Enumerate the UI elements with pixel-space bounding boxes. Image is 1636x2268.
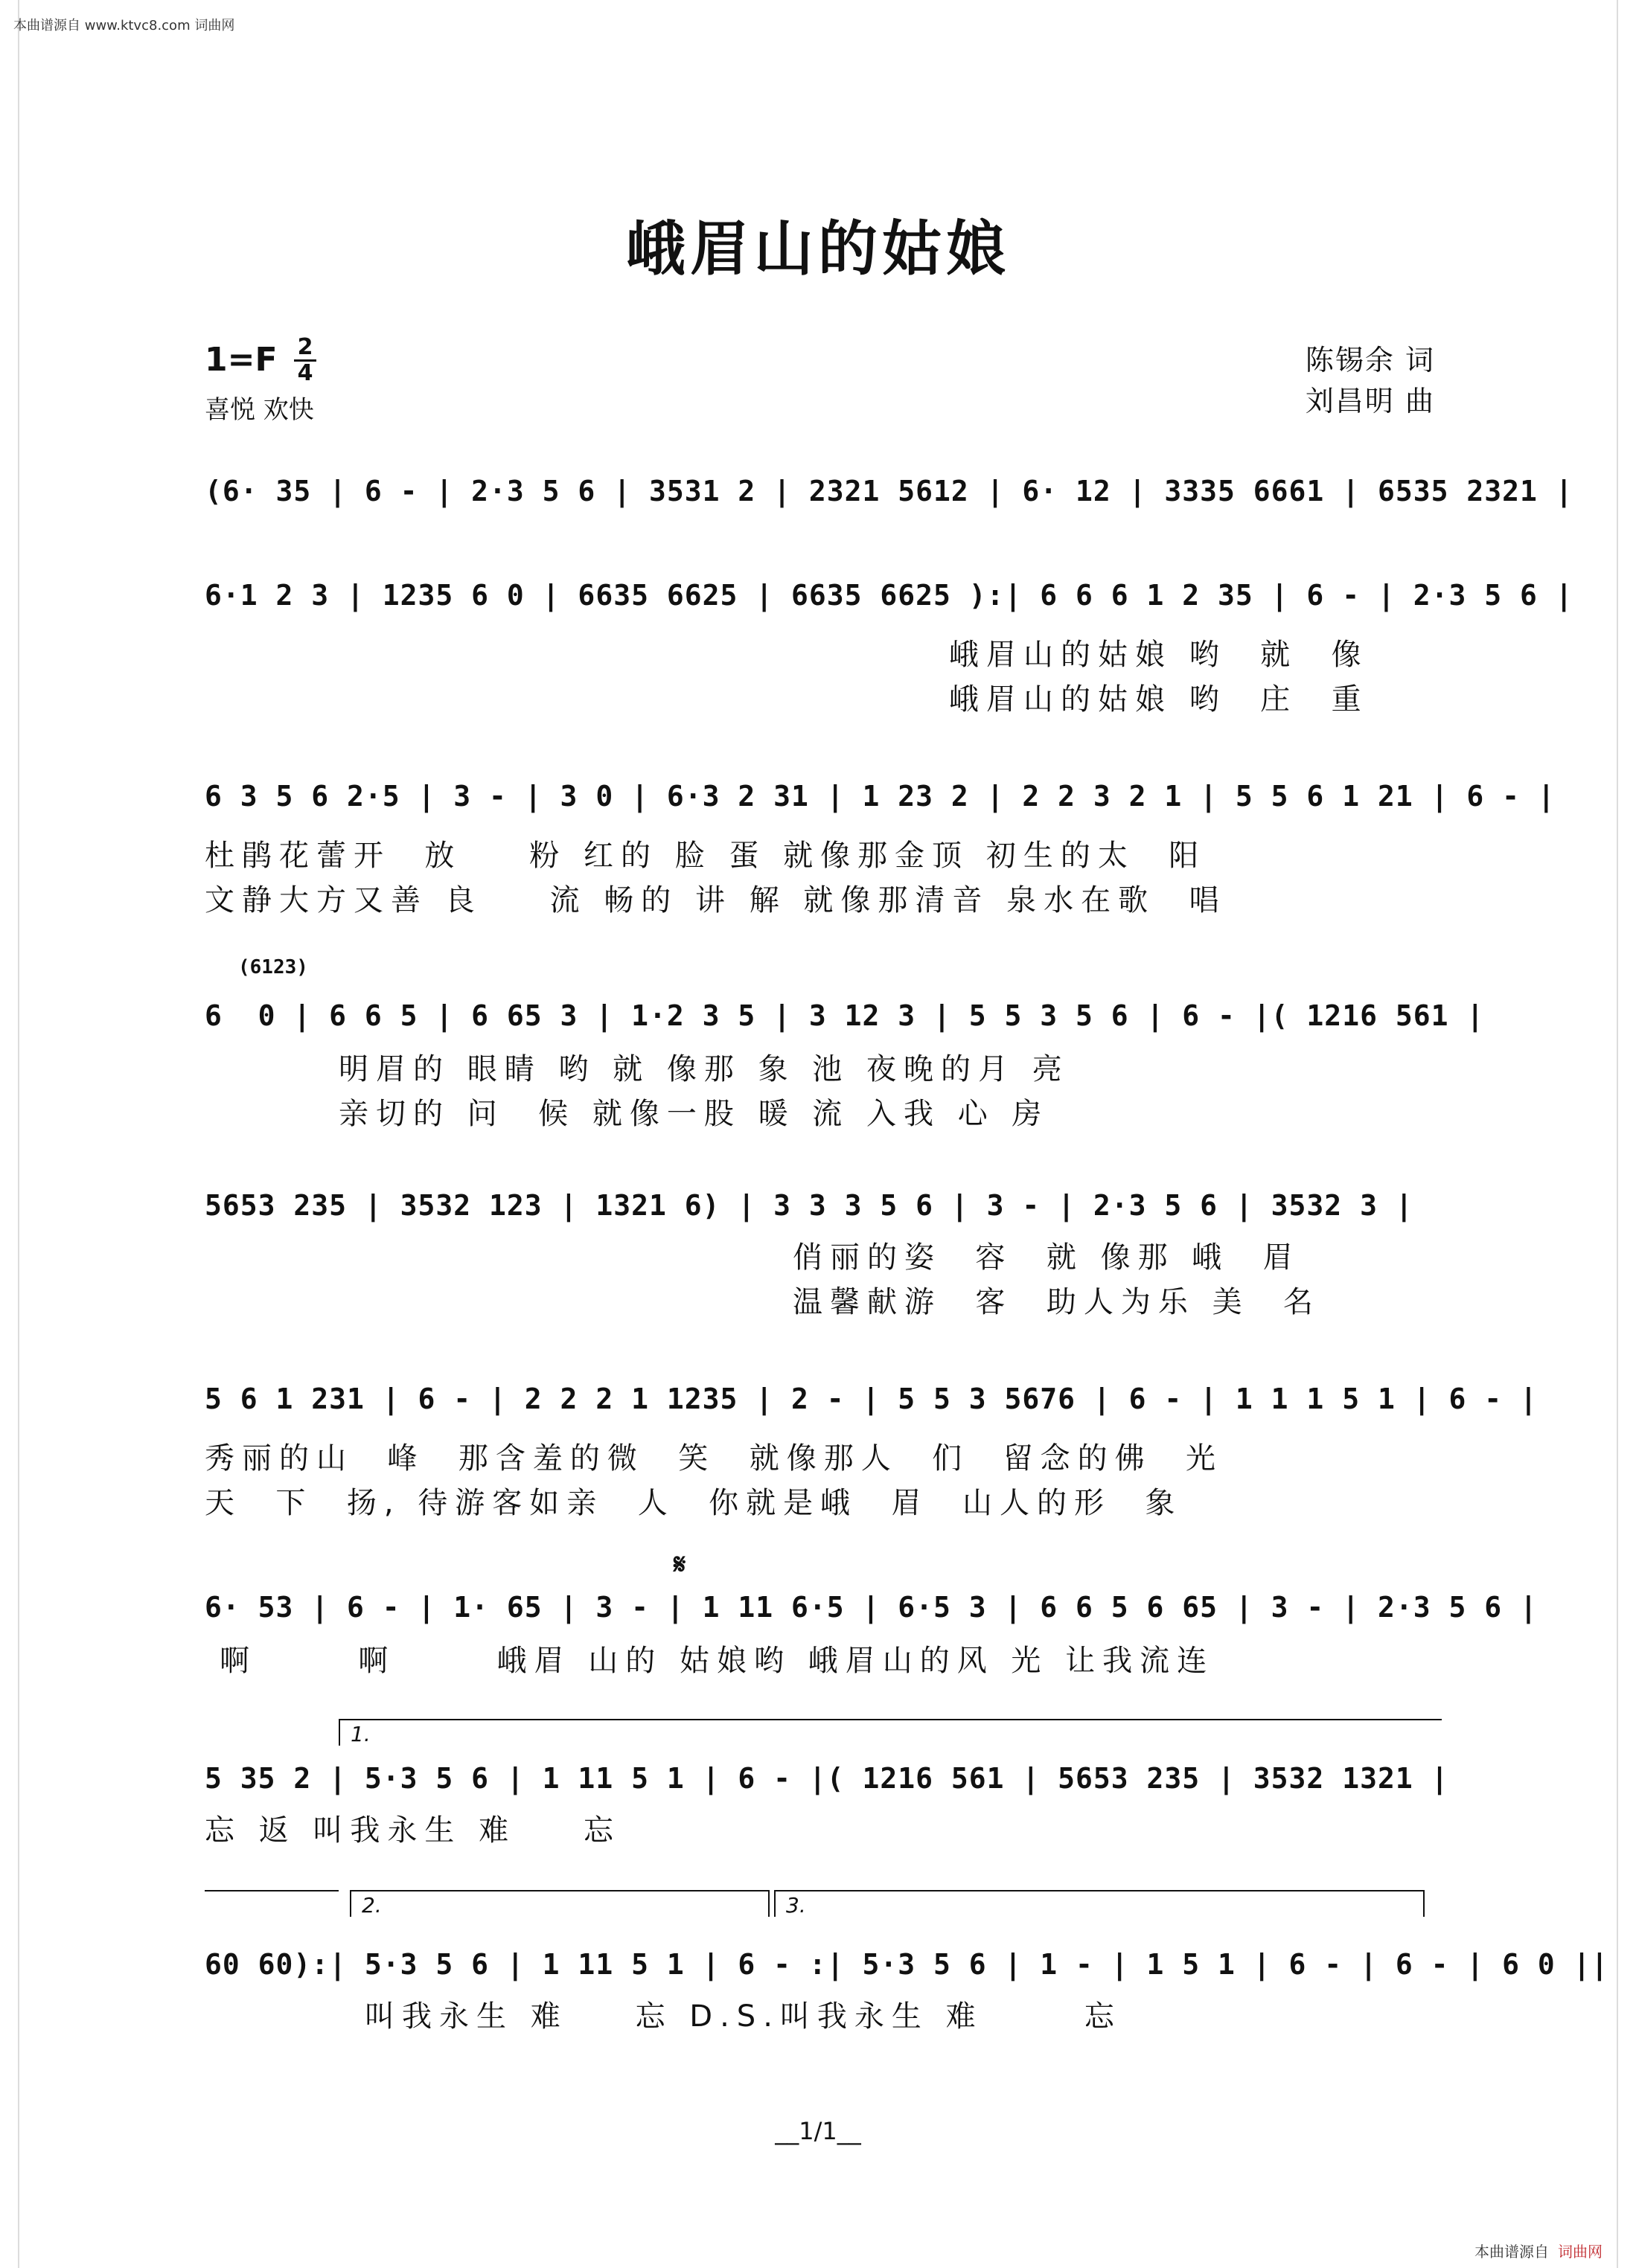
first-ending-bracket — [339, 1719, 1442, 1746]
first-ending-bracket-continued — [205, 1890, 339, 1917]
score-line-6: 5 6 1 231 | 6 - | 2 2 2 1 1235 | 2 - | 5 5 3 5676 | 6 - | 1 1 1 5 1 | 6 - | — [205, 1383, 1538, 1415]
right-margin-line — [1617, 0, 1627, 2268]
composer-credit: 刘昌明 曲 — [1305, 385, 1435, 417]
header-source: 本曲谱源自 www.ktvc8.com 词曲网 — [13, 18, 235, 33]
lyric-line-6-verse-2: 天 下 扬, 待游客如亲 人 你就是峨 眉 山人的形 象 — [205, 1486, 1183, 1520]
lyric-line-3-verse-2: 文静大方又善 良 流 畅的 讲 解 就像那清音 泉水在歌 唱 — [205, 883, 1227, 917]
score-line-3: 6 3 5 6 2·5 | 3 - | 3 0 | 6·3 2 31 | 1 23 2 | 2 2 3 2 1 | 5 5 6 1 21 | 6 - | — [205, 780, 1556, 813]
lyric-line-5-verse-1: 俏丽的姿 容 就 像那 峨 眉 — [793, 1240, 1300, 1275]
lyric-line-3-verse-1: 杜鹃花蕾开 放 粉 红的 脸 蛋 就像那金顶 初生的太 阳 — [205, 839, 1207, 873]
time-bottom: 4 — [297, 360, 313, 386]
first-ending-label: 1. — [351, 1722, 371, 1746]
lyric-line-2-verse-2: 峨眉山的姑娘 哟 庄 重 — [949, 682, 1369, 717]
lyric-line-6-verse-1: 秀丽的山 峰 那含羞的微 笑 就像那人 们 留念的佛 光 — [205, 1441, 1224, 1476]
time-top: 2 — [297, 334, 313, 360]
score-line-2: 6·1 2 3 | 1235 6 0 | 6635 6625 | 6635 6625 ):| 6 6 6 1 2 35 | 6 - | 2·3 5 6 | — [205, 579, 1573, 612]
left-margin-line — [9, 0, 19, 2268]
lyric-line-5-verse-2: 温馨献游 客 助人为乐 美 名 — [793, 1285, 1321, 1319]
segno-sign: 𝄋 — [674, 1548, 686, 1580]
lyric-line-7: 啊 啊 峨眉 山的 姑娘哟 峨眉山的风 光 让我流连 — [220, 1644, 1215, 1678]
song-title: 峨眉山的姑娘 — [626, 214, 1010, 284]
lyric-line-9: 叫我永生 难 忘 D.S.叫我永生 难 忘 — [365, 1999, 1122, 2034]
score-line-7: 6· 53 | 6 - | 1· 65 | 3 - | 1 11 6·5 | 6·5 3 | 6 6 5 6 65 | 3 - | 2·3 5 6 | — [205, 1591, 1538, 1624]
third-ending-label: 3. — [786, 1893, 806, 1918]
score-line-1: (6· 35 | 6 - | 2·3 5 6 | 3531 2 | 2321 5612 | 6· 12 | 3335 6661 | 6535 2321 | — [205, 475, 1573, 507]
time-signature — [294, 336, 316, 385]
score-line-5: 5653 235 | 3532 123 | 1321 6) | 3 3 3 5 6 | 3 - | 2·3 5 6 | 3532 3 | — [205, 1189, 1413, 1222]
lyric-line-8: 忘 返 叫我永生 难 忘 — [205, 1813, 622, 1848]
second-ending-bracket — [350, 1890, 770, 1917]
lyric-line-2-verse-1: 峨眉山的姑娘 哟 就 像 — [949, 638, 1369, 672]
score-line-9: 60 60):| 5·3 5 6 | 1 11 5 1 | 6 - :| 5·3 5 6 | 1 - | 1 5 1 | 6 - | 6 - | 6 0 || — [205, 1948, 1609, 1981]
lyric-line-4-verse-2: 亲切的 问 候 就像一股 暖 流 入我 心 房 — [339, 1097, 1049, 1131]
third-ending-bracket — [774, 1890, 1425, 1917]
score-line-8: 5 35 2 | 5·3 5 6 | 1 11 5 1 | 6 - |( 1216 561 | 5653 235 | 3532 1321 | — [205, 1762, 1449, 1795]
grace-notes: (6123) — [238, 956, 308, 978]
second-ending-label: 2. — [362, 1893, 382, 1918]
score-line-4: 6 0 | 6 6 5 | 6 65 3 | 1·2 3 5 | 3 12 3 | 5 5 3 5 6 | 6 - |( 1216 561 | — [205, 999, 1485, 1032]
key-signature: 1=F — [205, 341, 278, 379]
page-number: __1/1__ — [775, 2117, 861, 2145]
lyricist-credit: 陈锡余 词 — [1305, 344, 1435, 377]
footer-source-text: 本曲谱源自 — [1474, 2243, 1549, 2261]
lyric-line-4-verse-1: 明眉的 眼睛 哟 就 像那 象 池 夜晚的月 亮 — [339, 1052, 1070, 1086]
mood-marking: 喜悦 欢快 — [205, 395, 314, 425]
footer-source — [1474, 2240, 1603, 2261]
footer-brand: 词曲网 — [1558, 2243, 1603, 2261]
